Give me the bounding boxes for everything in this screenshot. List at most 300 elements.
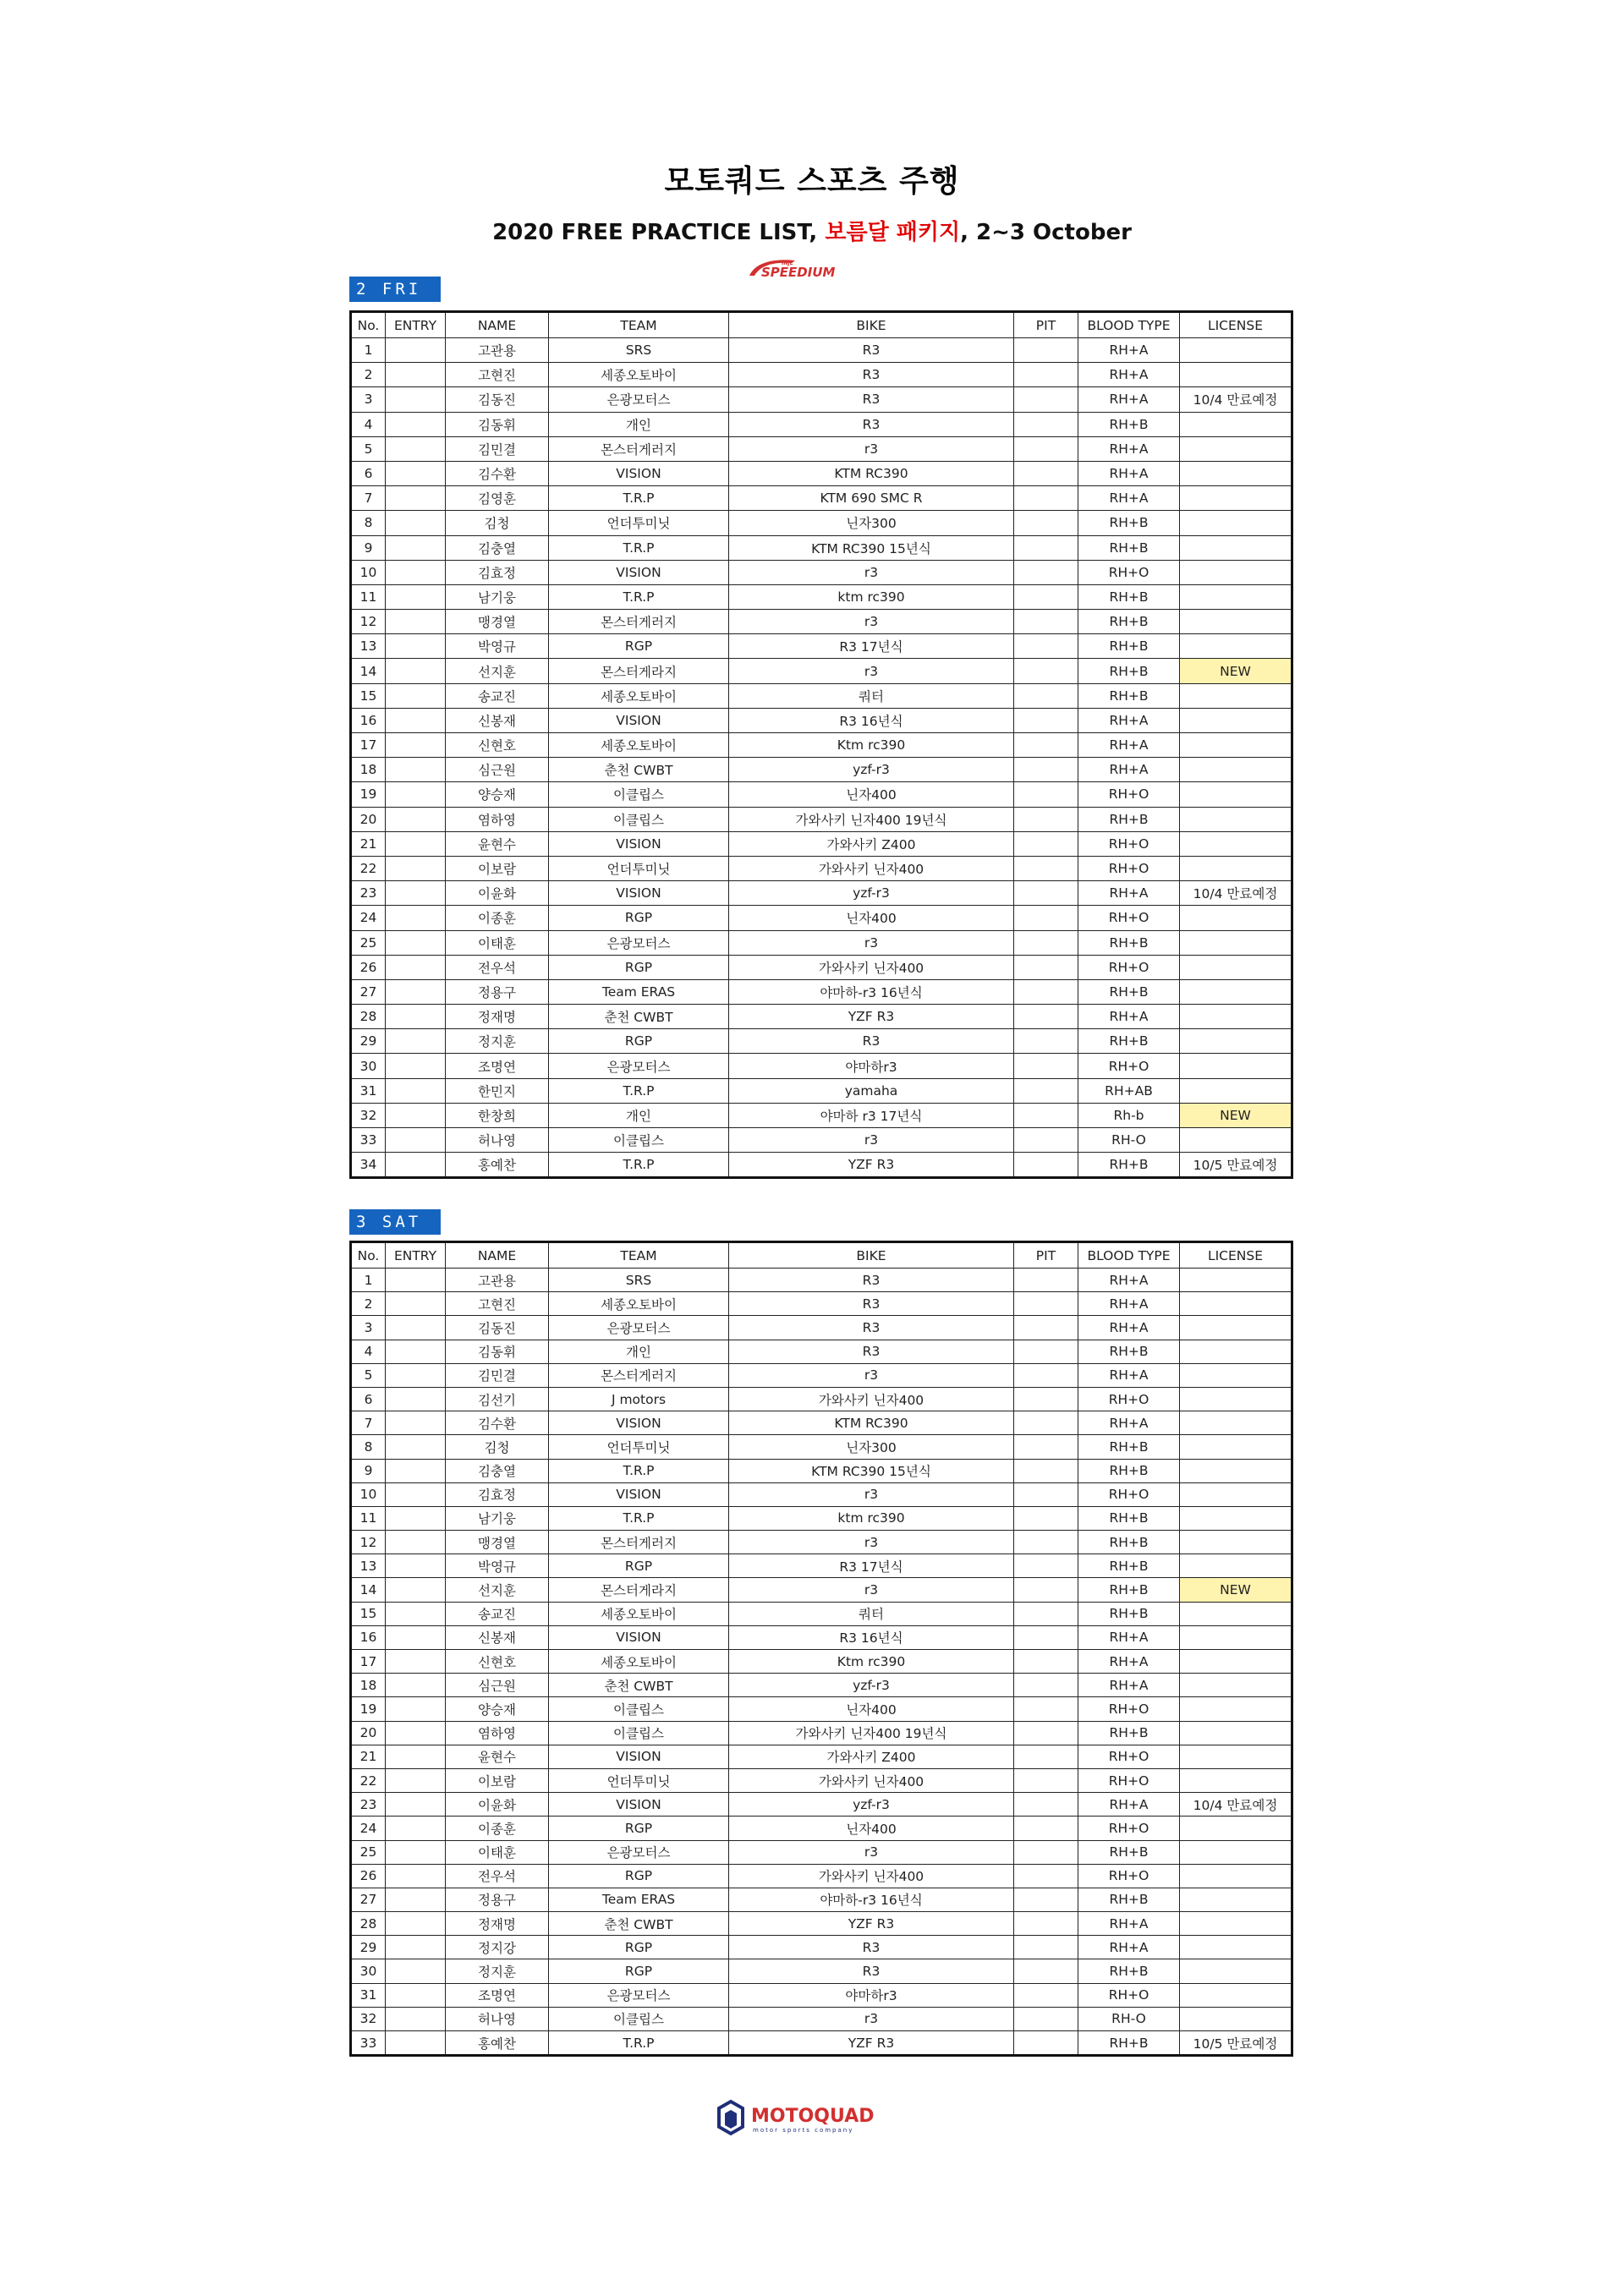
no-cell: 16 — [351, 1625, 386, 1649]
table-row — [351, 511, 1292, 535]
entry-cell — [386, 1459, 446, 1482]
bike-cell: 쿼터 — [729, 683, 1014, 708]
team-cell: 몬스터게라지 — [549, 659, 729, 683]
blood-type-cell: RH-O — [1078, 1128, 1180, 1153]
blood-type-cell: RH+B — [1078, 610, 1180, 634]
entry-cell — [386, 1363, 446, 1387]
team-cell: T.R.P — [549, 486, 729, 511]
no-cell: 26 — [351, 1864, 386, 1888]
bike-cell: 쿼터 — [729, 1602, 1014, 1625]
team-cell: 몬스터게러지 — [549, 1531, 729, 1554]
team-cell: RGP — [549, 955, 729, 979]
name-cell: 한창희 — [446, 1103, 549, 1127]
pit-cell — [1014, 1840, 1078, 1864]
table-row — [351, 1387, 1292, 1411]
pit-cell — [1014, 683, 1078, 708]
no-cell: 11 — [351, 584, 386, 609]
pit-cell — [1014, 1674, 1078, 1697]
entry-cell — [386, 1153, 446, 1178]
bike-cell: 야마하r3 — [729, 1054, 1014, 1078]
column-header-license: LICENSE — [1180, 1242, 1292, 1269]
blood-type-cell: RH+O — [1078, 1768, 1180, 1792]
pit-cell — [1014, 486, 1078, 511]
name-cell: 남기웅 — [446, 1506, 549, 1530]
bike-cell: R3 — [729, 363, 1014, 387]
team-cell: 이클립스 — [549, 1721, 729, 1745]
entry-cell — [386, 1054, 446, 1078]
motoquad-cube-icon — [719, 2101, 743, 2134]
table-row — [351, 363, 1292, 387]
blood-type-cell: RH+B — [1078, 1959, 1180, 1983]
table-row — [351, 610, 1292, 634]
name-cell: 이윤화 — [446, 881, 549, 906]
team-cell: T.R.P — [549, 535, 729, 560]
name-cell: 윤현수 — [446, 1745, 549, 1768]
team-cell: 이클립스 — [549, 807, 729, 831]
entry-cell — [386, 1316, 446, 1340]
table-row — [351, 1005, 1292, 1029]
blood-type-cell: RH+O — [1078, 1745, 1180, 1768]
name-cell: 정재명 — [446, 1005, 549, 1029]
team-cell: 은광모터스 — [549, 1840, 729, 1864]
name-cell: 윤현수 — [446, 831, 549, 856]
team-cell: RGP — [549, 906, 729, 930]
bike-cell: R3 — [729, 1292, 1014, 1316]
team-cell: 이클립스 — [549, 1128, 729, 1153]
blood-type-cell: RH+B — [1078, 1840, 1180, 1864]
bike-cell: YZF R3 — [729, 1912, 1014, 1936]
pit-cell — [1014, 1959, 1078, 1983]
table-row — [351, 881, 1292, 906]
entry-cell — [386, 758, 446, 782]
team-cell: RGP — [549, 1554, 729, 1578]
column-header-bike: BIKE — [729, 312, 1014, 338]
no-cell: 23 — [351, 881, 386, 906]
day-label-sat: 3 SAT — [349, 1209, 441, 1235]
table-row — [351, 906, 1292, 930]
team-cell: 언더투미닛 — [549, 1435, 729, 1459]
subtitle-package: 보름달 패키지 — [825, 220, 961, 245]
name-cell: 정재명 — [446, 1912, 549, 1936]
blood-type-cell: RH+B — [1078, 1578, 1180, 1602]
bike-cell: yzf-r3 — [729, 758, 1014, 782]
table-row — [351, 1912, 1292, 1936]
bike-cell: YZF R3 — [729, 1153, 1014, 1178]
bike-cell: r3 — [729, 1128, 1014, 1153]
blood-type-cell: RH+B — [1078, 979, 1180, 1004]
no-cell: 25 — [351, 930, 386, 955]
pit-cell — [1014, 1029, 1078, 1054]
bike-cell: r3 — [729, 436, 1014, 461]
entry-cell — [386, 881, 446, 906]
license-cell — [1180, 461, 1292, 485]
no-cell: 20 — [351, 1721, 386, 1745]
blood-type-cell: RH+A — [1078, 461, 1180, 485]
table-row — [351, 1959, 1292, 1983]
blood-type-cell: RH+B — [1078, 1721, 1180, 1745]
table-row — [351, 1363, 1292, 1387]
name-cell: 김동휘 — [446, 1340, 549, 1363]
license-cell: NEW — [1180, 1578, 1292, 1602]
name-cell: 박영규 — [446, 1554, 549, 1578]
pit-cell — [1014, 659, 1078, 683]
column-header-name: NAME — [446, 1242, 549, 1269]
pit-cell — [1014, 1387, 1078, 1411]
blood-type-cell: RH+A — [1078, 1650, 1180, 1674]
license-cell — [1180, 1363, 1292, 1387]
team-cell: 세종오토바이 — [549, 1650, 729, 1674]
no-cell: 29 — [351, 1029, 386, 1054]
team-cell: 이클립스 — [549, 1697, 729, 1721]
entry-cell — [386, 1697, 446, 1721]
table-row — [351, 1435, 1292, 1459]
bike-cell: r3 — [729, 1531, 1014, 1554]
pit-cell — [1014, 906, 1078, 930]
team-cell: RGP — [549, 1936, 729, 1959]
table-row — [351, 436, 1292, 461]
blood-type-cell: RH+O — [1078, 1864, 1180, 1888]
team-cell: VISION — [549, 1625, 729, 1649]
name-cell: 신현호 — [446, 1650, 549, 1674]
no-cell: 5 — [351, 436, 386, 461]
name-cell: 조명연 — [446, 1983, 549, 2007]
entry-cell — [386, 1912, 446, 1936]
entry-cell — [386, 1340, 446, 1363]
name-cell: 선지훈 — [446, 1578, 549, 1602]
entry-cell — [386, 584, 446, 609]
team-cell: 세종오토바이 — [549, 733, 729, 758]
name-cell: 김동휘 — [446, 412, 549, 436]
team-cell: RGP — [549, 634, 729, 659]
no-cell: 10 — [351, 560, 386, 584]
blood-type-cell: RH+A — [1078, 881, 1180, 906]
name-cell: 김영훈 — [446, 486, 549, 511]
pit-cell — [1014, 560, 1078, 584]
license-cell — [1180, 1983, 1292, 2007]
no-cell: 24 — [351, 1817, 386, 1840]
license-cell: NEW — [1180, 659, 1292, 683]
name-cell: 정지훈 — [446, 1029, 549, 1054]
blood-type-cell: RH+B — [1078, 584, 1180, 609]
team-cell: T.R.P — [549, 1459, 729, 1482]
bike-cell: R3 — [729, 1316, 1014, 1340]
license-cell: NEW — [1180, 1103, 1292, 1127]
name-cell: 전우석 — [446, 955, 549, 979]
name-cell: 남기웅 — [446, 584, 549, 609]
name-cell: 고관용 — [446, 1269, 549, 1292]
no-cell: 21 — [351, 1745, 386, 1768]
bike-cell: R3 — [729, 387, 1014, 412]
entry-cell — [386, 1817, 446, 1840]
bike-cell: yamaha — [729, 1078, 1014, 1103]
license-cell — [1180, 1768, 1292, 1792]
blood-type-cell: RH+O — [1078, 1482, 1180, 1506]
table-row — [351, 1793, 1292, 1817]
table-header-row — [351, 1242, 1292, 1269]
entry-cell — [386, 1292, 446, 1316]
entry-cell — [386, 2031, 446, 2056]
entry-cell — [386, 412, 446, 436]
name-cell: 김수환 — [446, 1411, 549, 1435]
blood-type-cell: RH+A — [1078, 1411, 1180, 1435]
license-cell — [1180, 1674, 1292, 1697]
entry-cell — [386, 1103, 446, 1127]
name-cell: 송교진 — [446, 1602, 549, 1625]
bike-cell: 닌자400 — [729, 1817, 1014, 1840]
column-header-pit: PIT — [1014, 312, 1078, 338]
pit-cell — [1014, 1936, 1078, 1959]
blood-type-cell: RH+B — [1078, 1153, 1180, 1178]
no-cell: 6 — [351, 1387, 386, 1411]
blood-type-cell: RH+A — [1078, 1269, 1180, 1292]
entry-cell — [386, 1721, 446, 1745]
name-cell: 정용구 — [446, 979, 549, 1004]
pit-cell — [1014, 1078, 1078, 1103]
no-cell: 33 — [351, 1128, 386, 1153]
name-cell: 맹경열 — [446, 610, 549, 634]
team-cell: SRS — [549, 338, 729, 363]
license-cell — [1180, 758, 1292, 782]
entry-cell — [386, 338, 446, 363]
blood-type-cell: RH+B — [1078, 1029, 1180, 1054]
name-cell: 전우석 — [446, 1864, 549, 1888]
name-cell: 염하영 — [446, 1721, 549, 1745]
table-row — [351, 1316, 1292, 1340]
pit-cell — [1014, 1864, 1078, 1888]
entry-cell — [386, 1602, 446, 1625]
bike-cell: 가와사키 닌자400 19년식 — [729, 1721, 1014, 1745]
table-row — [351, 1292, 1292, 1316]
entry-cell — [386, 831, 446, 856]
name-cell: 맹경열 — [446, 1531, 549, 1554]
license-cell — [1180, 1128, 1292, 1153]
pit-cell — [1014, 1625, 1078, 1649]
pit-cell — [1014, 535, 1078, 560]
license-cell — [1180, 1625, 1292, 1649]
pit-cell — [1014, 1650, 1078, 1674]
bike-cell: r3 — [729, 1482, 1014, 1506]
entry-cell — [386, 906, 446, 930]
bike-cell: YZF R3 — [729, 1005, 1014, 1029]
team-cell: VISION — [549, 1411, 729, 1435]
bike-cell: R3 17년식 — [729, 1554, 1014, 1578]
blood-type-cell: RH+A — [1078, 363, 1180, 387]
blood-type-cell: RH+B — [1078, 659, 1180, 683]
blood-type-cell: RH+B — [1078, 1435, 1180, 1459]
motoquad-logo-text: MOTOQUAD — [751, 2106, 875, 2127]
no-cell: 27 — [351, 979, 386, 1004]
pit-cell — [1014, 831, 1078, 856]
pit-cell — [1014, 1316, 1078, 1340]
pit-cell — [1014, 1128, 1078, 1153]
license-cell — [1180, 1959, 1292, 1983]
license-cell: 10/5 만료예정 — [1180, 2031, 1292, 2056]
license-cell — [1180, 1506, 1292, 1530]
blood-type-cell: RH+A — [1078, 338, 1180, 363]
license-cell — [1180, 1650, 1292, 1674]
day-label-fri: 2 FRI — [349, 277, 441, 302]
team-cell: T.R.P — [549, 2031, 729, 2056]
name-cell: 선지훈 — [446, 659, 549, 683]
no-cell: 12 — [351, 1531, 386, 1554]
no-cell: 17 — [351, 1650, 386, 1674]
license-cell — [1180, 1387, 1292, 1411]
name-cell: 염하영 — [446, 807, 549, 831]
team-cell: T.R.P — [549, 584, 729, 609]
table-row — [351, 1602, 1292, 1625]
bike-cell: Ktm rc390 — [729, 1650, 1014, 1674]
name-cell: 홍예찬 — [446, 1153, 549, 1178]
no-cell: 28 — [351, 1005, 386, 1029]
name-cell: 송교진 — [446, 683, 549, 708]
entry-cell — [386, 511, 446, 535]
column-header-pit: PIT — [1014, 1242, 1078, 1269]
license-cell: 10/4 만료예정 — [1180, 387, 1292, 412]
team-cell: VISION — [549, 831, 729, 856]
entry-cell — [386, 436, 446, 461]
pit-cell — [1014, 758, 1078, 782]
name-cell: 고관용 — [446, 338, 549, 363]
entry-cell — [386, 1625, 446, 1649]
pit-cell — [1014, 1005, 1078, 1029]
pit-cell — [1014, 436, 1078, 461]
team-cell: VISION — [549, 461, 729, 485]
table-row — [351, 831, 1292, 856]
bike-cell: 닌자400 — [729, 782, 1014, 807]
entry-cell — [386, 1128, 446, 1153]
entry-cell — [386, 1936, 446, 1959]
name-cell: 심근원 — [446, 758, 549, 782]
pit-cell — [1014, 1103, 1078, 1127]
table-row — [351, 412, 1292, 436]
blood-type-cell: RH+O — [1078, 906, 1180, 930]
table-row — [351, 560, 1292, 584]
entry-cell — [386, 1078, 446, 1103]
entry-cell — [386, 930, 446, 955]
table-row — [351, 733, 1292, 758]
license-cell — [1180, 683, 1292, 708]
entry-cell — [386, 1029, 446, 1054]
team-cell: Team ERAS — [549, 1888, 729, 1911]
table-row — [351, 584, 1292, 609]
blood-type-cell: RH+AB — [1078, 1078, 1180, 1103]
team-cell: 춘천 CWBT — [549, 1005, 729, 1029]
bike-cell: 닌자400 — [729, 906, 1014, 930]
table-row — [351, 1721, 1292, 1745]
entry-cell — [386, 1435, 446, 1459]
bike-cell: R3 — [729, 338, 1014, 363]
no-cell: 9 — [351, 535, 386, 560]
license-cell — [1180, 906, 1292, 930]
license-cell — [1180, 1554, 1292, 1578]
no-cell: 22 — [351, 1768, 386, 1792]
pit-cell — [1014, 387, 1078, 412]
bike-cell: 가와사키 닌자400 — [729, 955, 1014, 979]
blood-type-cell: RH+A — [1078, 1936, 1180, 1959]
license-cell — [1180, 1029, 1292, 1054]
license-cell — [1180, 1340, 1292, 1363]
pit-cell — [1014, 1292, 1078, 1316]
bike-cell: r3 — [729, 930, 1014, 955]
no-cell: 4 — [351, 1340, 386, 1363]
entry-cell — [386, 1578, 446, 1602]
pit-cell — [1014, 1768, 1078, 1792]
blood-type-cell: RH+A — [1078, 1674, 1180, 1697]
blood-type-cell: RH+A — [1078, 387, 1180, 412]
no-cell: 2 — [351, 1292, 386, 1316]
entry-cell — [386, 1768, 446, 1792]
table-row — [351, 1650, 1292, 1674]
name-cell: 김충열 — [446, 535, 549, 560]
entry-cell — [386, 387, 446, 412]
blood-type-cell: RH+A — [1078, 733, 1180, 758]
name-cell: 박영규 — [446, 634, 549, 659]
name-cell: 이종훈 — [446, 1817, 549, 1840]
blood-type-cell: RH+B — [1078, 535, 1180, 560]
license-cell — [1180, 807, 1292, 831]
bike-cell: 야마하-r3 16년식 — [729, 1888, 1014, 1911]
entry-cell — [386, 1482, 446, 1506]
name-cell: 허나영 — [446, 1128, 549, 1153]
license-cell — [1180, 1864, 1292, 1888]
no-cell: 32 — [351, 2007, 386, 2030]
table-row — [351, 1817, 1292, 1840]
bike-cell: yzf-r3 — [729, 1793, 1014, 1817]
blood-type-cell: RH+A — [1078, 708, 1180, 732]
team-cell: 몬스터게라지 — [549, 1578, 729, 1602]
blood-type-cell: RH+B — [1078, 2031, 1180, 2056]
table-row — [351, 1578, 1292, 1602]
no-cell: 33 — [351, 2031, 386, 2056]
team-cell: 몬스터게러지 — [549, 1363, 729, 1387]
blood-type-cell: RH+B — [1078, 412, 1180, 436]
table-row — [351, 807, 1292, 831]
entry-cell — [386, 979, 446, 1004]
table-row — [351, 1531, 1292, 1554]
team-cell: 언더투미닛 — [549, 856, 729, 880]
blood-type-cell: RH+B — [1078, 1554, 1180, 1578]
license-cell — [1180, 1531, 1292, 1554]
no-cell: 24 — [351, 906, 386, 930]
page-title: 모토쿼드 스포츠 주행 — [664, 164, 960, 199]
team-cell: 이클립스 — [549, 782, 729, 807]
table-row — [351, 1029, 1292, 1054]
table-row — [351, 1768, 1292, 1792]
license-cell — [1180, 1936, 1292, 1959]
license-cell — [1180, 1602, 1292, 1625]
team-cell: RGP — [549, 1864, 729, 1888]
bike-cell: R3 16년식 — [729, 1625, 1014, 1649]
bike-cell: Ktm rc390 — [729, 733, 1014, 758]
column-header-license: LICENSE — [1180, 312, 1292, 338]
team-cell: RGP — [549, 1029, 729, 1054]
name-cell: 정용구 — [446, 1888, 549, 1911]
pit-cell — [1014, 511, 1078, 535]
license-cell — [1180, 733, 1292, 758]
no-cell: 18 — [351, 1674, 386, 1697]
pit-cell — [1014, 881, 1078, 906]
no-cell: 32 — [351, 1103, 386, 1127]
entry-cell — [386, 733, 446, 758]
bike-cell: r3 — [729, 610, 1014, 634]
license-cell — [1180, 610, 1292, 634]
name-cell: 고현진 — [446, 363, 549, 387]
pit-cell — [1014, 1983, 1078, 2007]
entry-cell — [386, 1506, 446, 1530]
pit-cell — [1014, 1153, 1078, 1178]
no-cell: 6 — [351, 461, 386, 485]
name-cell: 홍예찬 — [446, 2031, 549, 2056]
